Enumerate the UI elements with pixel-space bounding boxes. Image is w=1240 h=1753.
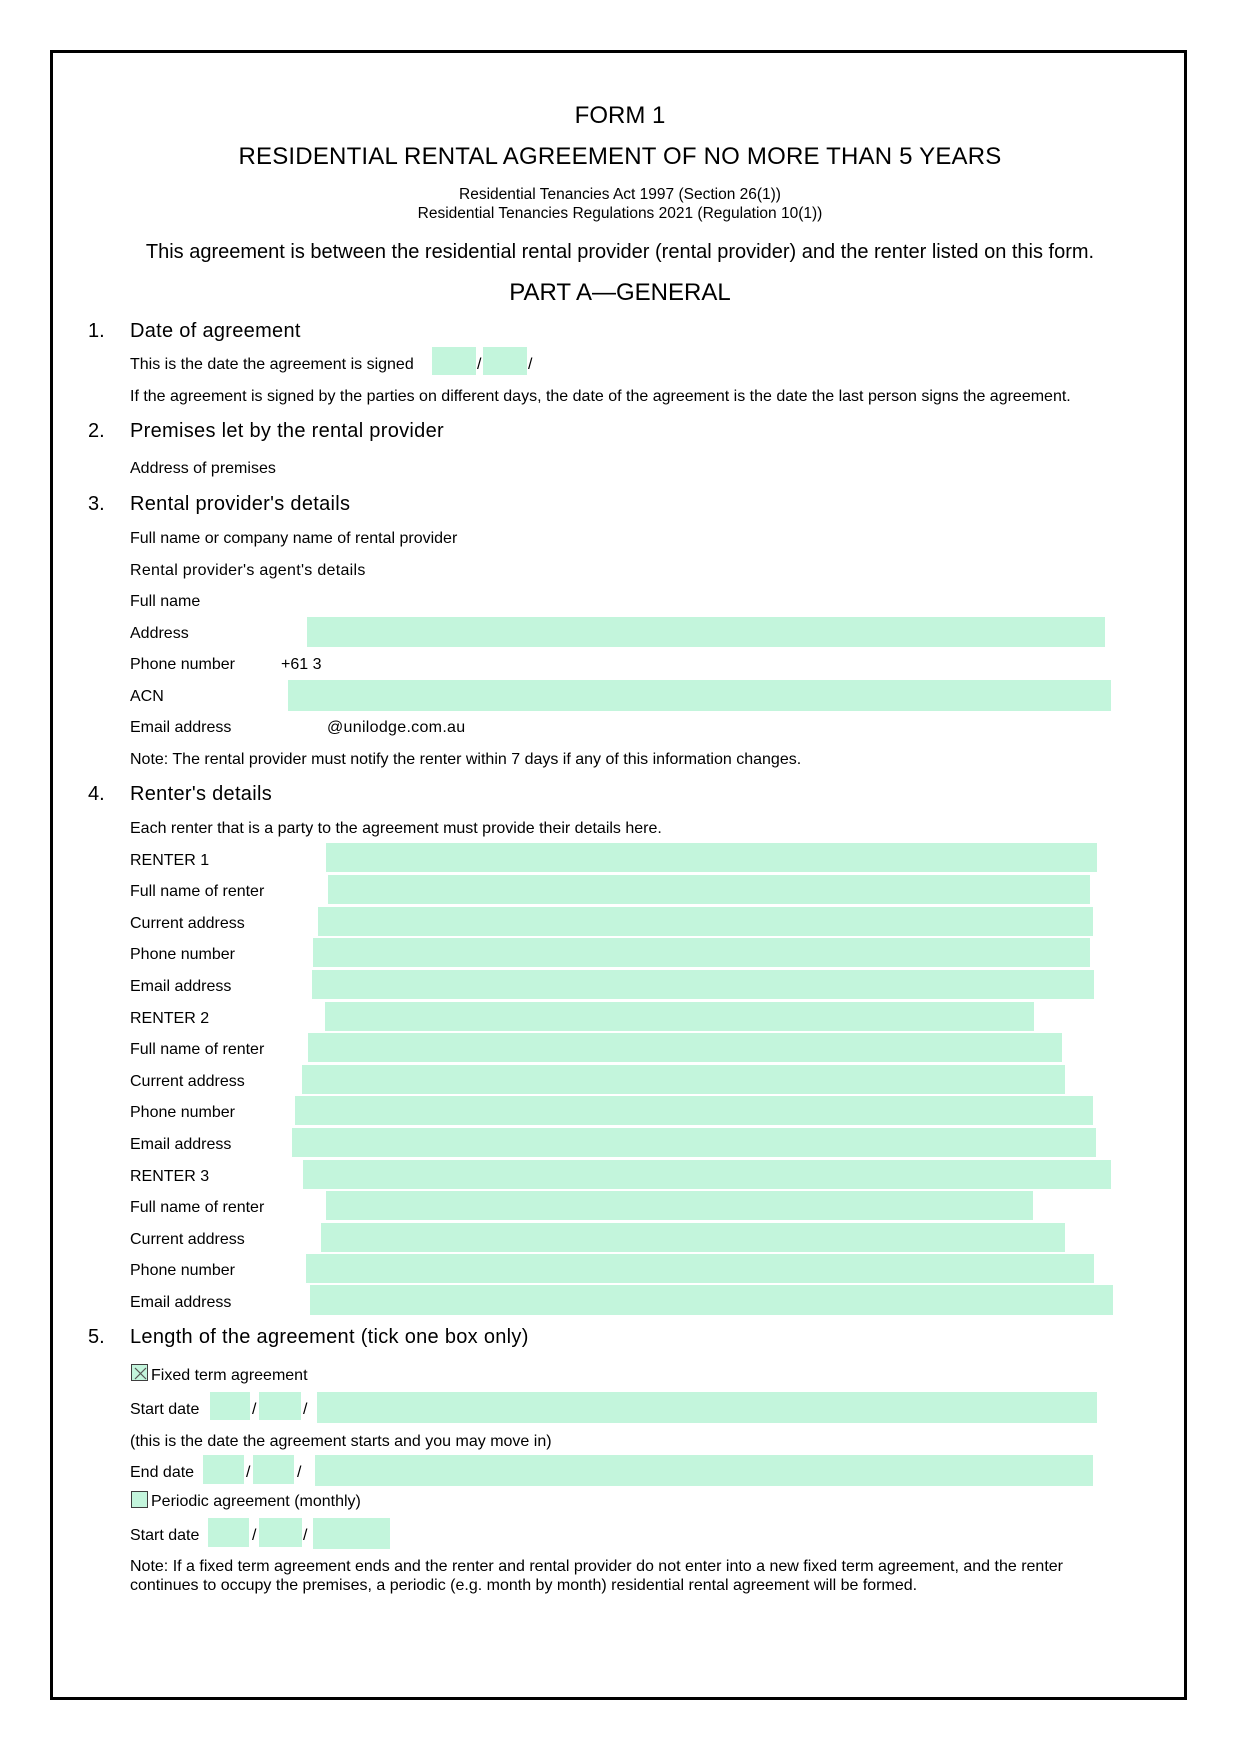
provider-name-label: Full name or company name of rental provider [130, 530, 458, 547]
periodic-checkbox[interactable] [131, 1491, 148, 1508]
date-separator: / [303, 1401, 308, 1418]
end-day-field[interactable] [203, 1455, 244, 1484]
renter-2-email-field[interactable] [292, 1128, 1096, 1157]
renter-3-phone-label: Phone number [130, 1262, 235, 1279]
renter-intro: Each renter that is a party to the agreement must provide their details here. [130, 820, 662, 837]
fixed-term-label: Fixed term agreement [151, 1367, 308, 1384]
acn-field[interactable] [288, 680, 1111, 711]
renter-2-address-field[interactable] [302, 1065, 1065, 1094]
section-3-number: 3. [88, 493, 105, 515]
renter-1-address-label: Current address [130, 915, 245, 932]
renter-2-phone-label: Phone number [130, 1104, 235, 1121]
renter-3-address-label: Current address [130, 1231, 245, 1248]
renter-3-email-label: Email address [130, 1294, 232, 1311]
renter-2-name-field[interactable] [308, 1033, 1062, 1062]
renter-1-name-field[interactable] [328, 875, 1090, 904]
renter-1-name-label: Full name of renter [130, 883, 265, 900]
section-5-heading: Length of the agreement (tick one box only) [130, 1326, 529, 1348]
section-1-note: If the agreement is signed by the parties on different days, the date of the agreement is the date the last person signs the agreement. [130, 388, 1071, 405]
date-separator: / [252, 1401, 257, 1418]
renter-2-email-label: Email address [130, 1136, 232, 1153]
start-day-field[interactable] [210, 1392, 250, 1420]
renter-3-phone-field[interactable] [306, 1254, 1094, 1283]
section-1-heading: Date of agreement [130, 320, 301, 342]
periodic-start-month-field[interactable] [259, 1518, 302, 1547]
start-year-field[interactable] [317, 1392, 1097, 1423]
renter-3-heading: RENTER 3 [130, 1168, 210, 1185]
checkbox-cross-icon [132, 1365, 149, 1382]
form-number: FORM 1 [574, 102, 666, 129]
renter-3-heading-field[interactable] [303, 1160, 1111, 1189]
section-5-note [130, 1557, 1063, 1595]
section-2-number: 2. [88, 420, 105, 442]
agent-email-value: @unilodge.com.au [327, 719, 466, 736]
renter-2-phone-field[interactable] [295, 1096, 1093, 1125]
renter-2-heading: RENTER 2 [130, 1010, 210, 1027]
date-separator: / [297, 1464, 302, 1481]
renter-3-name-label: Full name of renter [130, 1199, 265, 1216]
end-date-label: End date [130, 1464, 195, 1481]
agent-address-label: Address [130, 625, 189, 642]
renter-2-address-label: Current address [130, 1073, 245, 1090]
date-separator: / [303, 1527, 308, 1544]
end-month-field[interactable] [253, 1455, 294, 1484]
renter-1-heading: RENTER 1 [130, 852, 210, 869]
periodic-start-year-field[interactable] [313, 1518, 390, 1549]
act-line: Residential Tenancies Act 1997 (Section 26(1)) [459, 186, 781, 203]
renter-3-name-field[interactable] [326, 1191, 1033, 1220]
agent-phone-label: Phone number [130, 656, 235, 673]
renter-1-email-label: Email address [130, 978, 232, 995]
section-3-heading: Rental provider's details [130, 493, 351, 515]
agent-details-heading: Rental provider's agent's details [130, 562, 366, 579]
signed-date-label: This is the date the agreement is signed [130, 356, 414, 373]
start-date-label: Start date [130, 1401, 200, 1418]
date-separator: / [252, 1527, 257, 1544]
signed-month-field[interactable] [483, 347, 527, 375]
section-5-number: 5. [88, 1326, 105, 1348]
section-1-number: 1. [88, 320, 105, 342]
premises-address-label: Address of premises [130, 460, 276, 477]
renter-1-phone-label: Phone number [130, 946, 235, 963]
renter-1-address-field[interactable] [318, 907, 1093, 936]
acn-label: ACN [130, 688, 164, 705]
act-reference [50, 185, 1190, 223]
part-heading: PART A—GENERAL [509, 279, 731, 306]
renter-3-email-field[interactable] [310, 1285, 1113, 1315]
section-3-note: Note: The rental provider must notify the renter within 7 days if any of this information changes. [130, 751, 802, 768]
renter-2-name-label: Full name of renter [130, 1041, 265, 1058]
section-4-heading: Renter's details [130, 783, 273, 805]
renter-2-heading-field[interactable] [325, 1002, 1034, 1031]
start-date-note: (this is the date the agreement starts and you may move in) [130, 1433, 552, 1450]
fixed-term-checkbox[interactable] [131, 1364, 148, 1381]
start-month-field[interactable] [259, 1392, 301, 1420]
agent-phone-value: +61 3 [281, 656, 322, 673]
end-year-field[interactable] [315, 1455, 1093, 1486]
regulations-line: Residential Tenancies Regulations 2021 (Regulation 10(1)) [417, 205, 823, 222]
date-separator: / [477, 356, 482, 373]
date-separator: / [528, 356, 533, 373]
agent-email-label: Email address [130, 719, 232, 736]
section-4-number: 4. [88, 783, 105, 805]
renter-1-phone-field[interactable] [313, 938, 1090, 967]
intro-text: This agreement is between the residential rental provider (rental provider) and the renter listed on this form. [145, 241, 1095, 263]
section-5-note-line-2: continues to occupy the premises, a periodic (e.g. month by month) residential rental agreement will be formed. [130, 1577, 918, 1594]
agent-address-field[interactable] [307, 617, 1105, 647]
periodic-label: Periodic agreement (monthly) [151, 1493, 361, 1510]
periodic-start-day-field[interactable] [208, 1518, 249, 1547]
renter-1-heading-field[interactable] [326, 843, 1097, 872]
date-separator: / [246, 1464, 251, 1481]
renter-1-email-field[interactable] [312, 970, 1094, 999]
section-2-heading: Premises let by the rental provider [130, 420, 444, 442]
renter-3-address-field[interactable] [321, 1223, 1065, 1252]
agent-full-name-label: Full name [130, 593, 201, 610]
signed-day-field[interactable] [432, 347, 476, 375]
section-5-note-line-1: Note: If a fixed term agreement ends and the renter and rental provider do not enter into a new fixed term agreement, and the renter [130, 1558, 1063, 1575]
form-title: RESIDENTIAL RENTAL AGREEMENT OF NO MORE THAN 5 YEARS [238, 143, 1002, 170]
periodic-start-label: Start date [130, 1527, 200, 1544]
